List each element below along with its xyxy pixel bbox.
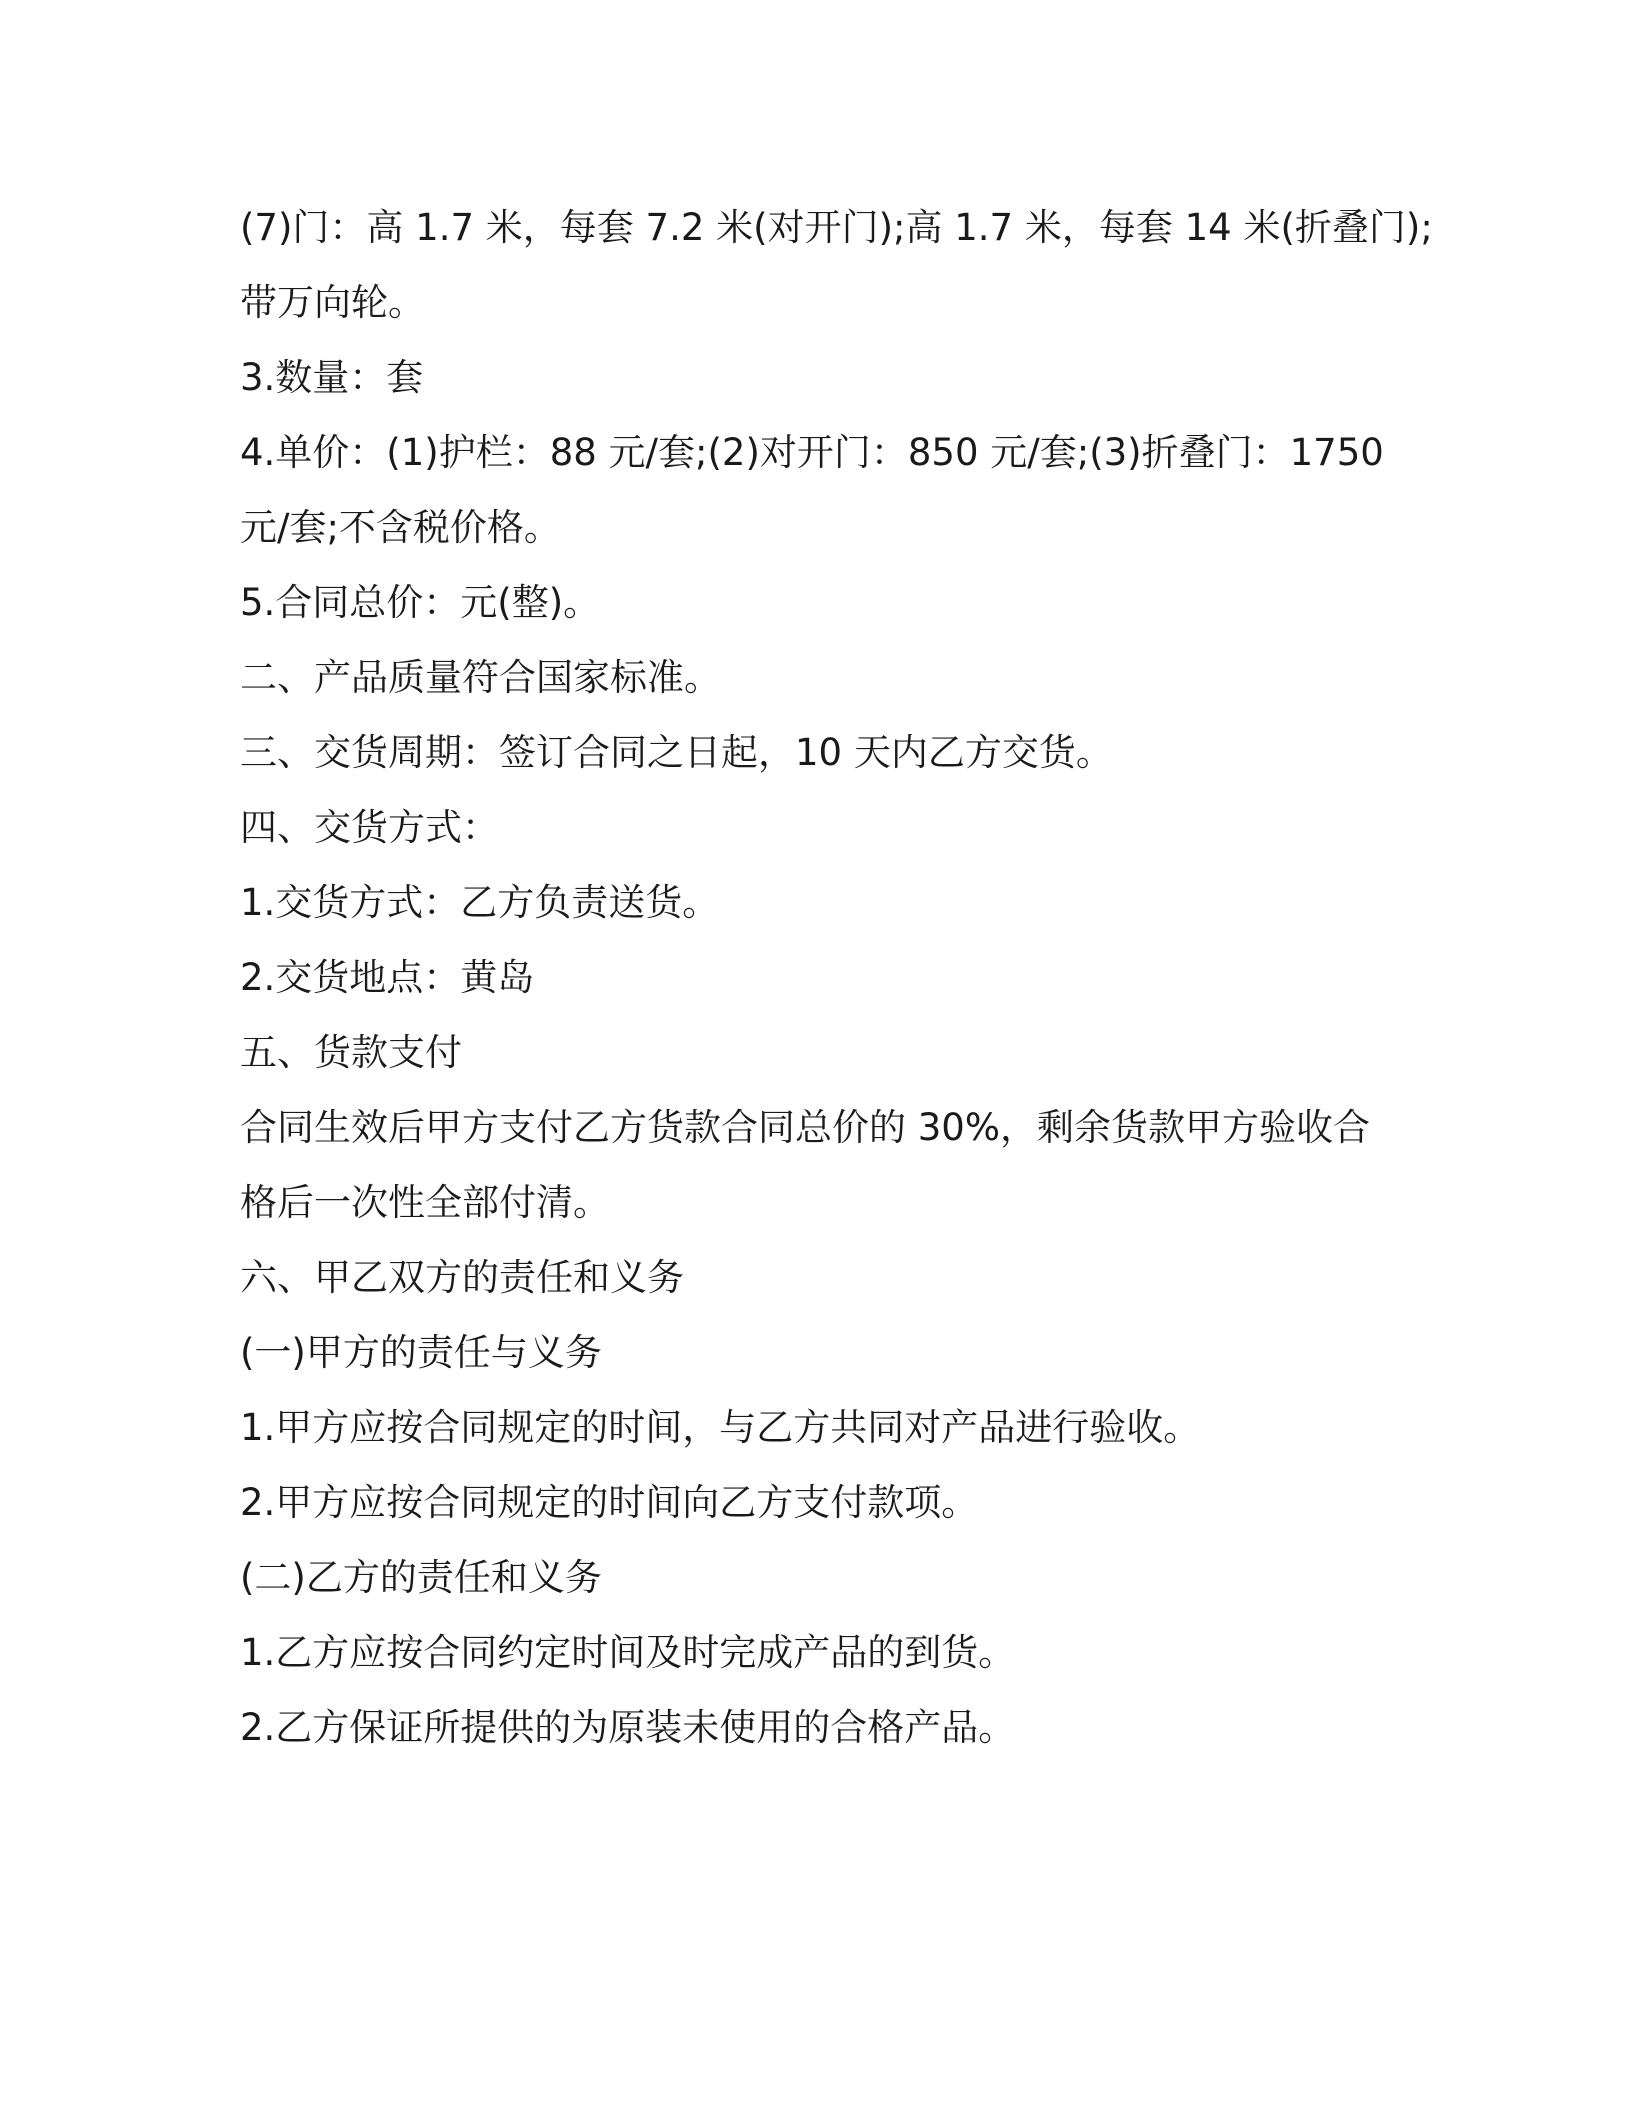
document-body: [240, 190, 1433, 1765]
delivery-location-line: 2.交货地点：黄岛: [240, 956, 535, 999]
party-a-item-1: 1.甲方应按合同规定的时间，与乙方共同对产品进行验收。: [240, 1406, 1201, 1449]
party-a-subheading: (一)甲方的责任与义务: [240, 1331, 602, 1374]
section-delivery-method-heading: 四、交货方式：: [240, 806, 499, 849]
section-quality-heading: 二、产品质量符合国家标准。: [240, 656, 721, 699]
section-payment-heading: 五、货款支付: [240, 1031, 462, 1074]
party-b-subheading: (二)乙方的责任和义务: [240, 1556, 602, 1599]
door-spec-line-continued: 带万向轮。: [240, 281, 425, 324]
unit-price-line-continued: 元/套;不含税价格。: [240, 506, 561, 549]
section-responsibilities-heading: 六、甲乙双方的责任和义务: [240, 1256, 684, 1299]
total-price-line: 5.合同总价：元(整)。: [240, 581, 601, 624]
payment-terms-line: 合同生效后甲方支付乙方货款合同总价的 30%，剩余货款甲方验收合: [240, 1106, 1370, 1149]
party-a-item-2: 2.甲方应按合同规定的时间向乙方支付款项。: [240, 1481, 979, 1524]
party-b-item-1: 1.乙方应按合同约定时间及时完成产品的到货。: [240, 1631, 1016, 1674]
payment-terms-line-continued: 格后一次性全部付清。: [240, 1181, 610, 1224]
section-delivery-period-heading: 三、交货周期：签订合同之日起，10 天内乙方交货。: [240, 731, 1113, 774]
delivery-method-line: 1.交货方式：乙方负责送货。: [240, 881, 720, 924]
door-spec-line: (7)门：高 1.7 米，每套 7.2 米(对开门);高 1.7 米，每套 14 米(折叠门);: [240, 206, 1433, 249]
party-b-item-2: 2.乙方保证所提供的为原装未使用的合格产品。: [240, 1706, 1016, 1749]
quantity-line: 3.数量：套: [240, 356, 424, 399]
unit-price-line: 4.单价：(1)护栏：88 元/套;(2)对开门：850 元/套;(3)折叠门：1750: [240, 431, 1384, 474]
